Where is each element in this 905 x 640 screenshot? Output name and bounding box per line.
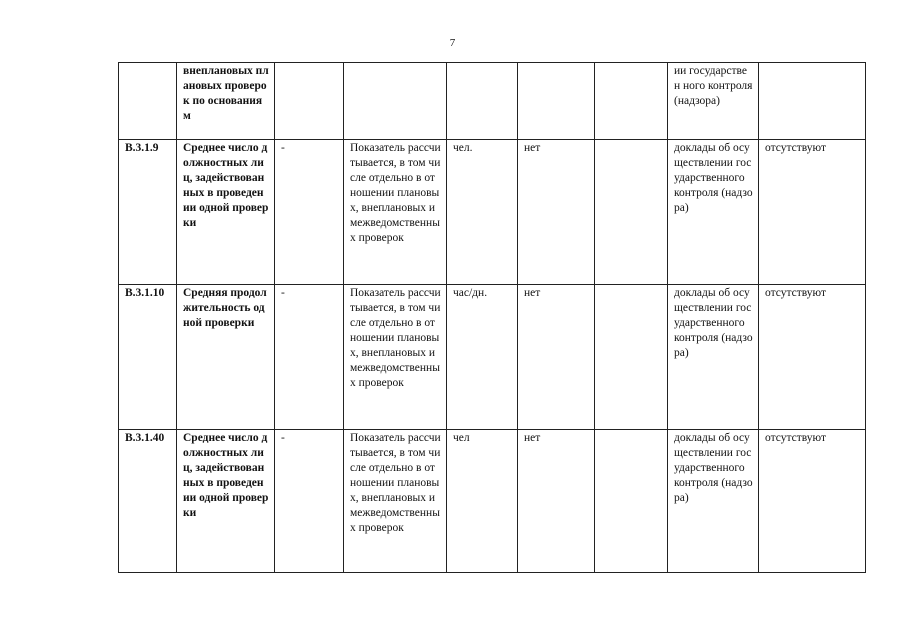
indicator-name: Среднее число должностных лиц, задействованных в проведении одной проверки <box>177 140 275 285</box>
data-source: доклады об осуществлении государственного контроля (надзора) <box>668 430 759 573</box>
empty-cell <box>595 285 668 430</box>
current-value <box>759 63 866 140</box>
target-value <box>518 63 595 140</box>
base-value: - <box>275 140 344 285</box>
indicator-code: В.3.1.9 <box>119 140 177 285</box>
unit: час/дн. <box>447 285 518 430</box>
data-source: доклады об осуществлении государственного контроля (надзора) <box>668 140 759 285</box>
target-value: нет <box>518 285 595 430</box>
current-value: отсутствуют <box>759 140 866 285</box>
empty-cell <box>595 140 668 285</box>
data-source: ии государствен ного контроля (надзора) <box>668 63 759 140</box>
table-row <box>119 63 866 140</box>
base-value: - <box>275 430 344 573</box>
table-row <box>119 430 866 573</box>
current-value: отсутствуют <box>759 285 866 430</box>
indicator-name: внеплановых плановых проверок по основаниям <box>177 63 275 140</box>
calculation-method: Показатель рассчитывается, в том числе отдельно в отношении плановых, внеплановых и межведомственных проверок <box>344 285 447 430</box>
indicator-code: В.3.1.10 <box>119 285 177 430</box>
calculation-method <box>344 63 447 140</box>
table-row <box>119 140 866 285</box>
indicator-name: Средняя продолжительность одной проверки <box>177 285 275 430</box>
current-value: отсутствуют <box>759 430 866 573</box>
table-row <box>119 285 866 430</box>
unit <box>447 63 518 140</box>
indicators-table <box>118 62 866 573</box>
indicator-name: Среднее число должностных лиц, задействованных в проведении одной проверки <box>177 430 275 573</box>
calculation-method: Показатель рассчитывается, в том числе отдельно в отношении плановых, внеплановых и межведомственных проверок <box>344 430 447 573</box>
target-value: нет <box>518 430 595 573</box>
unit: чел <box>447 430 518 573</box>
data-source: доклады об осуществлении государственного контроля (надзора) <box>668 285 759 430</box>
page-number: 7 <box>449 37 456 49</box>
empty-cell <box>595 430 668 573</box>
indicator-code: В.3.1.40 <box>119 430 177 573</box>
unit: чел. <box>447 140 518 285</box>
calculation-method: Показатель рассчитывается, в том числе отдельно в отношении плановых, внеплановых и межведомственных проверок <box>344 140 447 285</box>
indicator-code <box>119 63 177 140</box>
empty-cell <box>595 63 668 140</box>
target-value: нет <box>518 140 595 285</box>
base-value: - <box>275 285 344 430</box>
base-value <box>275 63 344 140</box>
